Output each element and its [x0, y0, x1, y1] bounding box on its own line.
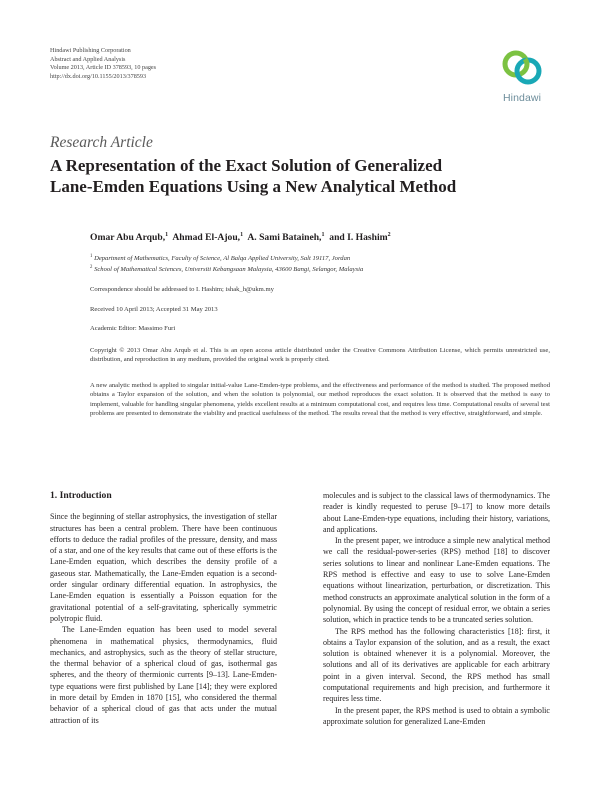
- body-paragraph: The RPS method has the following characteristics [18]: first, it obtains a Taylor expansion of the solution, and as a result, the exact solution is obtained whenever it is a polynomial. Moreover, the solutions and all of its derivatives are applicable for each arbitrary point in a given interval. Second, the RPS method has small computational requirements and high precision, and furthermore it requires less time.: [323, 626, 550, 704]
- copyright-notice: Copyright © 2013 Omar Abu Arqub et al. This is an open access article distributed under the Creative Commons Attribution License, which permits unrestricted use, distribution, and reproduction in any medium, provided the original work is properly cited.: [90, 347, 550, 364]
- body-paragraph: The Lane-Emden equation has been used to model several phenomena in mathematical physics, thermodynamics, fluid mechanics, and astrophysics, such as the theory of stellar structure, the thermal behavior of a spherical cloud of gas, isothermal gas spheres, and the theory of thermionic currents [9–13]. Lane-Emden-type equations were first published by Lane [14]; they were explored in more detail by Emden in 1870 [15], who considered the thermal behavior of a spherical cloud of gas that acts under the mutual attraction of its: [50, 625, 277, 725]
- publication-info: [50, 47, 156, 81]
- title-line-2: Lane-Emden Equations Using a New Analytical Method: [50, 177, 457, 196]
- volume-info: Volume 2013, Article ID 378593, 10 pages: [50, 64, 157, 72]
- doi-link[interactable]: http://dx.doi.org/10.1155/2013/378593: [50, 72, 147, 80]
- title-line-1: A Representation of the Exact Solution of Generalized: [50, 156, 443, 175]
- hindawi-logo-text: Hindawi: [502, 92, 542, 104]
- author-affiliation-mark: 1: [321, 232, 325, 238]
- affiliation-text: School of Mathematical Sciences, Universiti Kebangsaan Malaysia, 43600 Bangi, Selangor, Malaysia: [94, 266, 364, 274]
- correspondence-note: Correspondence should be addressed to I. Hashim; ishak_h@ukm.my: [90, 286, 274, 293]
- hindawi-logo-mark: [497, 45, 547, 91]
- affiliation-2: [90, 265, 363, 273]
- author-affiliation-mark: 1: [165, 232, 169, 238]
- author-name: Omar Abu Arqub,: [90, 232, 166, 244]
- affiliation-1: [90, 254, 350, 262]
- author-list: [90, 232, 391, 243]
- journal-name: Abstract and Applied Analysis: [50, 55, 126, 63]
- body-paragraph: molecules and is subject to the classical laws of thermodynamics. The reader is kindly requested to peruse [9–17] to know more details about Lane-Emden-type equations, including their history, variations, and applications.: [323, 491, 550, 534]
- abstract: A new analytic method is applied to singular initial-value Lane-Emden-type problems, and the effectiveness and performance of the method is studied. The proposed method obtains a Taylor expansion of the solution, and when the solution is polynomial, our method reproduces the exact solution. It is observed that the method is easy to implement, valuable for handling singular phenomena, yields excellent results at a minimum computational cost, and requires less time. Computational results of several test problems are presented to demonstrate the viability and practical usefulness of the method. The results reveal that the method is very effective, straightforward, and simple.: [90, 382, 550, 417]
- hindawi-logo: [497, 45, 547, 105]
- article-type: Research Article: [50, 134, 153, 151]
- affiliation-number: 1: [90, 254, 93, 259]
- author-name: Ahmad El-Ajou,: [172, 232, 241, 244]
- author-name: and I. Hashim: [329, 232, 388, 244]
- affiliation-number: 2: [90, 265, 93, 270]
- academic-editor: Academic Editor: Massimo Furi: [90, 325, 176, 332]
- affiliation-text: Department of Mathematics, Faculty of Science, Al Balqa Applied University, Salt 19117, Jordan: [94, 255, 351, 263]
- author-affiliation-mark: 2: [387, 232, 391, 238]
- body-column-left: [50, 490, 277, 726]
- body-column-right: [323, 490, 550, 727]
- body-paragraph: Since the beginning of stellar astrophysics, the investigation of stellar structures has been a central problem. There have been continuous efforts to deduce the radial profiles of the pressure, density, and mass of a star, and one of the key results that came out of these efforts is the Lane-Emden equation, which describes the density profile of a gaseous star. Mathematically, the Lane-Emden equation is a second-order singular ordinary differential equation. In astrophysics, the Lane-Emden equation is essentially a Poisson equation for the gravitational potential of a self-gravitating, spherically symmetric polytropic fluid.: [50, 512, 277, 623]
- author-name: A. Sami Bataineh,: [247, 232, 322, 244]
- publisher-name: Hindawi Publishing Corporation: [50, 47, 131, 54]
- article-title: [50, 155, 550, 197]
- author-affiliation-mark: 1: [240, 232, 244, 238]
- section-heading: 1. Introduction: [50, 490, 112, 501]
- body-paragraph: In the present paper, the RPS method is used to obtain a symbolic approximate solution for generalized Lane-Emden: [323, 705, 550, 726]
- received-accepted-dates: Received 10 April 2013; Accepted 31 May 2013: [90, 306, 218, 313]
- body-paragraph: In the present paper, we introduce a simple new analytical method we call the residual-power-series (RPS) method [18] to discover series solutions to linear and nonlinear Lane-Emden equations. The RPS method is effective and easy to use to solve Lane-Emden equations without linearization, perturbation, or discretization. This method constructs an approximate analytical solution in the form of a polynomial. By using the concept of residual error, we obtain a series solution, which in practice tends to be a truncated series solution.: [323, 536, 550, 625]
